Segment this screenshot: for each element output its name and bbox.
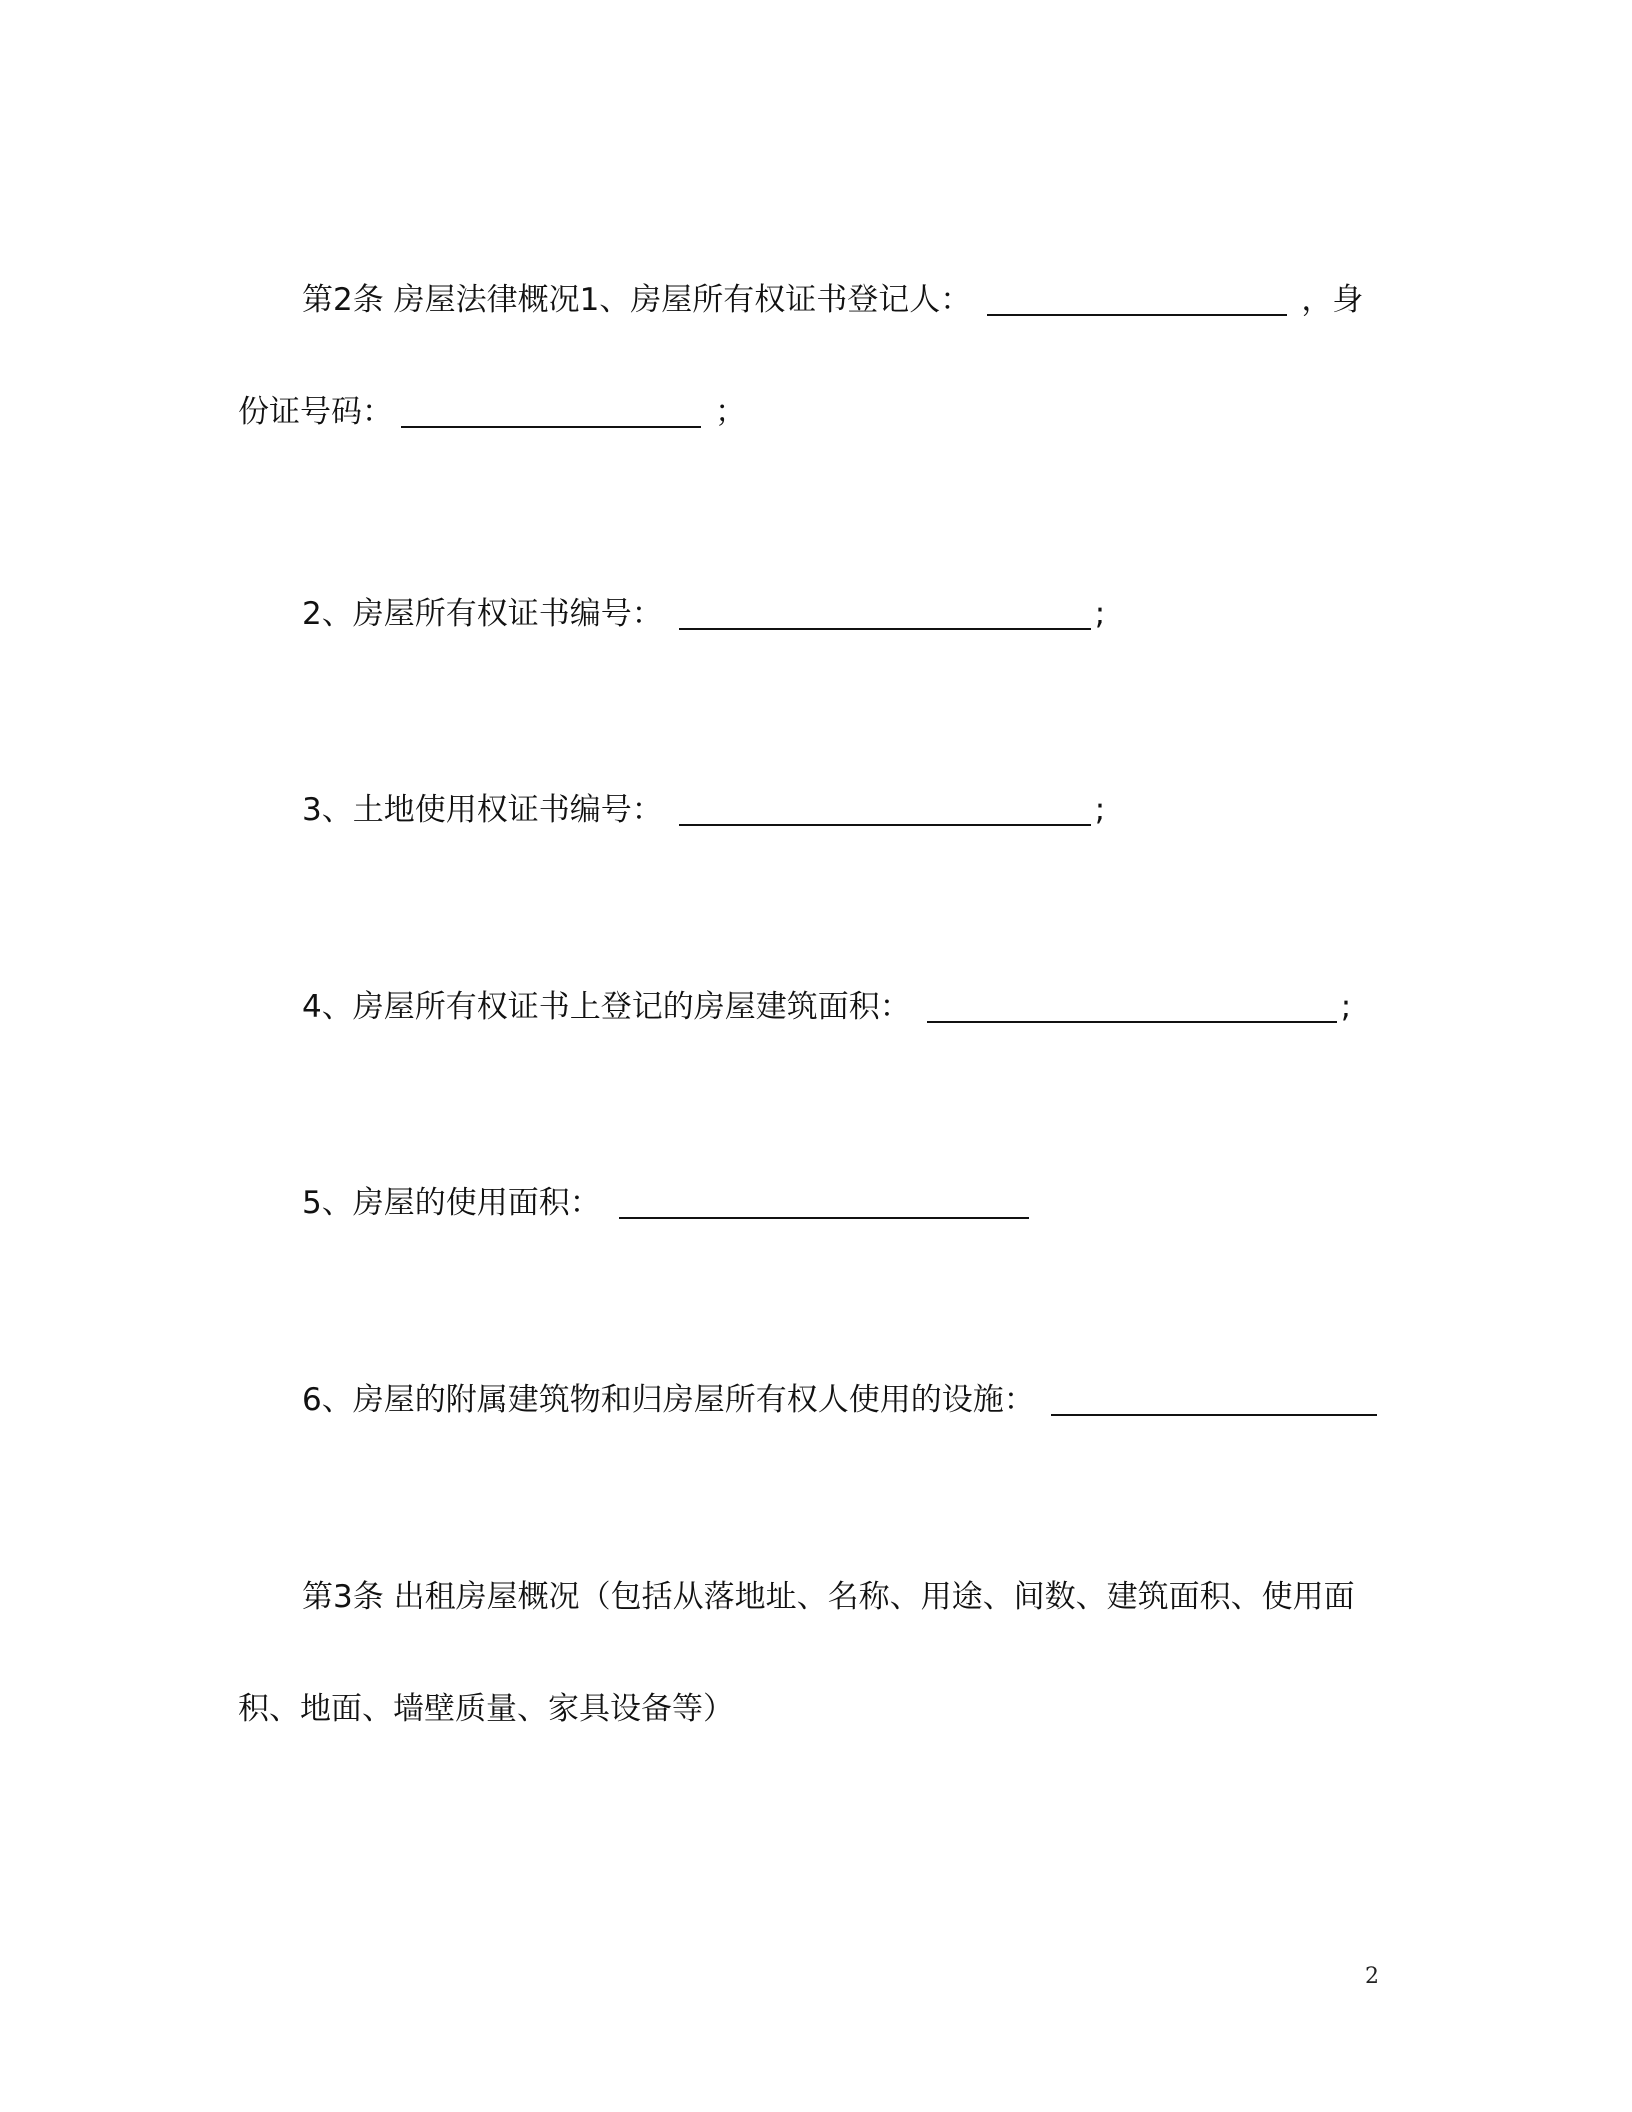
id-suffix: ； (715, 394, 746, 430)
item4-label: 4、房屋所有权证书上登记的房屋建筑面积： (302, 989, 911, 1025)
article2-item2 (302, 594, 1105, 634)
page-number: 2 (1365, 1964, 1379, 1989)
owner-blank[interactable] (987, 284, 1287, 316)
item2-blank[interactable] (679, 598, 1091, 630)
owner-suffix: ，身 (1301, 282, 1364, 318)
item5-label: 5、房屋的使用面积： (302, 1185, 601, 1221)
article3-line2 (238, 1689, 734, 1729)
article3-line1 (302, 1577, 1355, 1617)
owner-label: 第2条 房屋法律概况1、房屋所有权证书登记人： (302, 282, 972, 318)
item3-suffix: ; (1094, 792, 1106, 828)
id-blank[interactable] (401, 396, 701, 428)
article2-item5 (302, 1183, 1029, 1223)
item2-suffix: ; (1094, 596, 1106, 632)
article3-text2: 积、地面、墙壁质量、家具设备等） (238, 1691, 734, 1727)
article2-item3 (302, 790, 1105, 830)
item3-label: 3、土地使用权证书编号： (302, 792, 663, 828)
item3-blank[interactable] (679, 794, 1091, 826)
item4-suffix: ; (1340, 989, 1352, 1025)
article2-id-line (238, 392, 746, 432)
item5-blank[interactable] (619, 1187, 1029, 1219)
id-label: 份证号码： (238, 394, 393, 430)
article2-item6 (302, 1380, 1377, 1420)
item4-blank[interactable] (927, 991, 1337, 1023)
item6-blank[interactable] (1051, 1384, 1377, 1416)
item6-label: 6、房屋的附属建筑物和归房屋所有权人使用的设施： (302, 1382, 1035, 1418)
article2-owner-line (302, 280, 1363, 320)
article2-item4 (302, 987, 1351, 1027)
item2-label: 2、房屋所有权证书编号： (302, 596, 663, 632)
article3-text1: 第3条 出租房屋概况（包括从落地址、名称、用途、间数、建筑面积、使用面 (302, 1579, 1355, 1615)
